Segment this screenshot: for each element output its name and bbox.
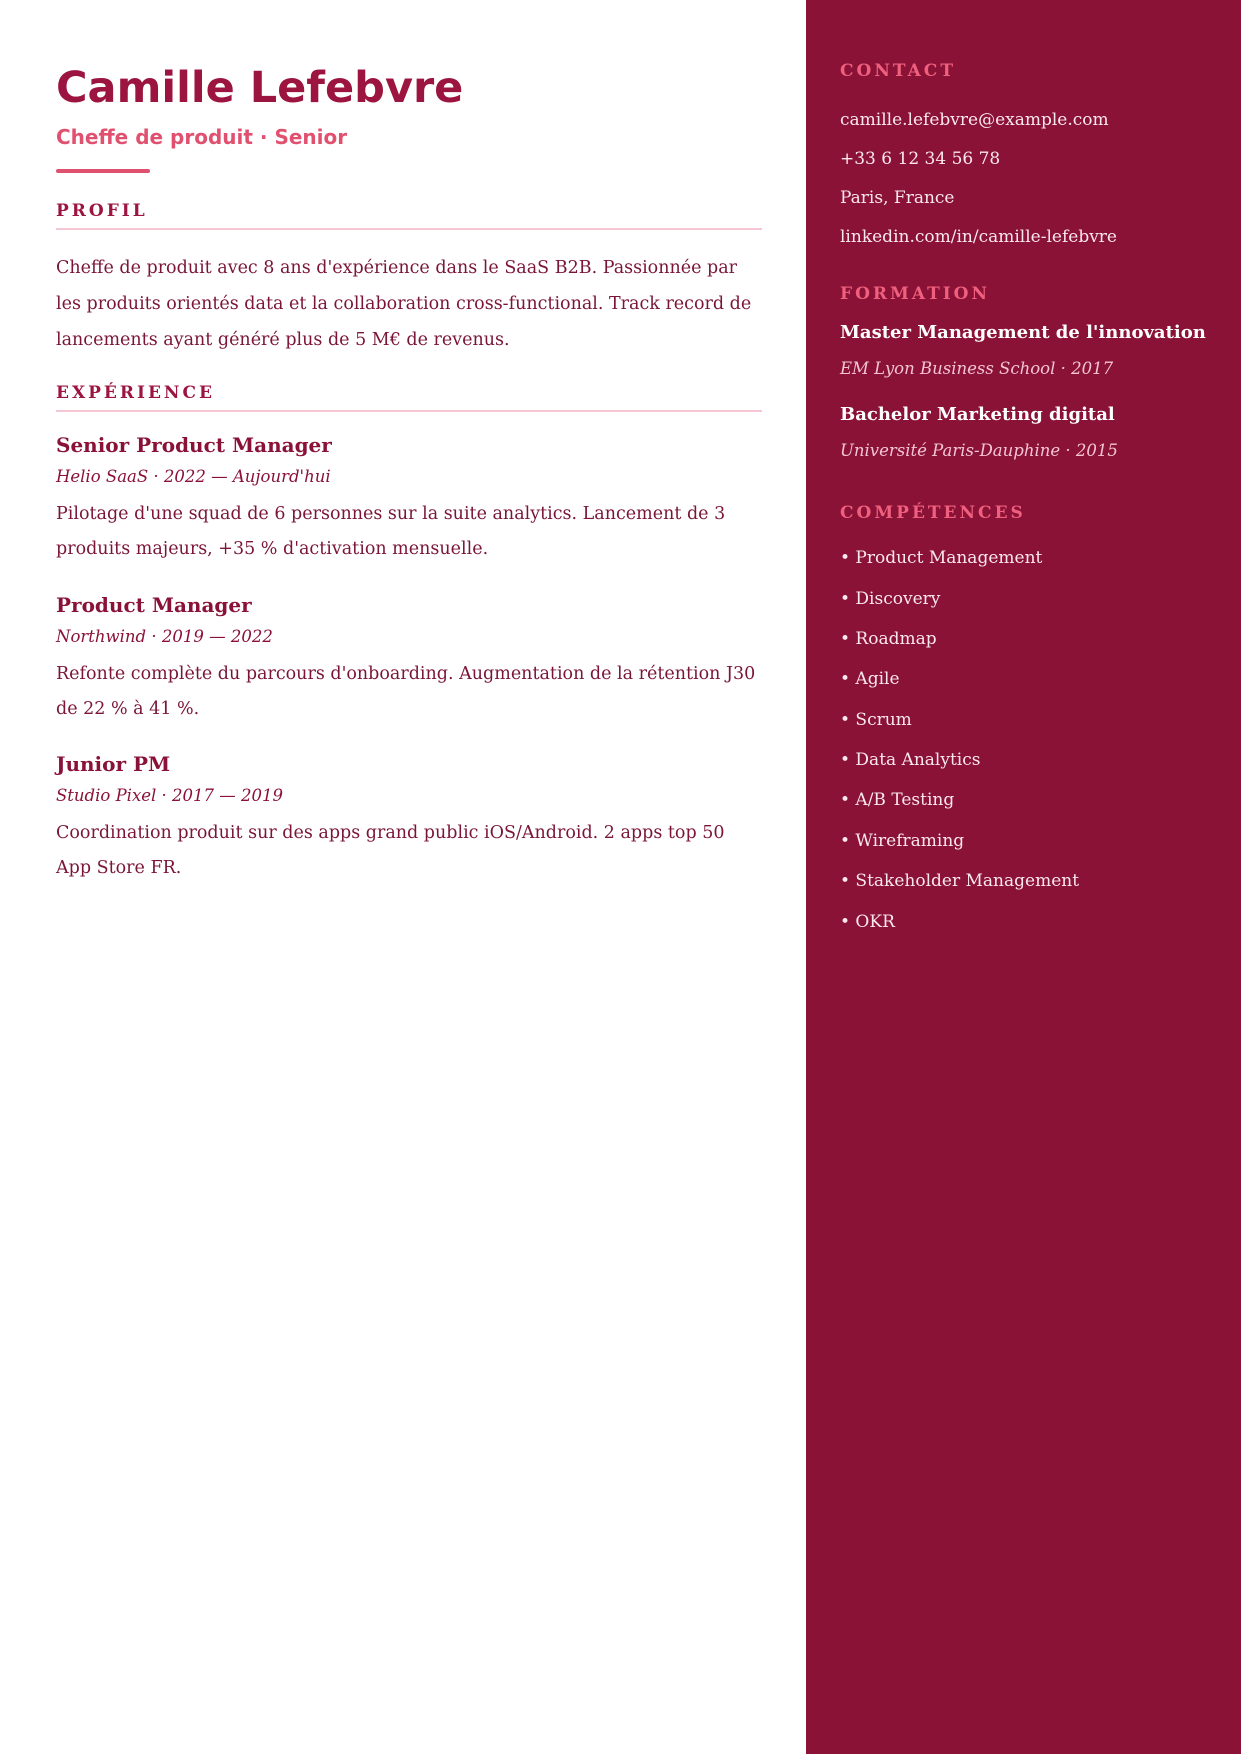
skill-item: • Discovery (840, 589, 941, 609)
contact-location: Paris, France (840, 188, 955, 208)
education-degree: Master Management de l'innovation (840, 322, 1206, 343)
job-description: Coordination produit sur des apps grand public iOS/Android. 2 apps top 50 App Store FR. (56, 823, 725, 878)
contact-linkedin[interactable]: linkedin.com/in/camille-lefebvre (840, 227, 1117, 247)
education-degree: Bachelor Marketing digital (840, 404, 1115, 425)
profile-text: Cheffe de produit avec 8 ans d'expérience dans le SaaS B2B. Passionnée par les produits orientés data et la collaboration cross-functional. Track record de lancements ayant généré plus de 5 M€ de revenus. (56, 258, 752, 350)
sidebar (806, 0, 1241, 1754)
skill-item: • Product Management (840, 548, 1043, 568)
skill-item: • Wireframing (840, 831, 965, 851)
profile-section-title: PROFIL (56, 201, 148, 221)
job-meta: Helio SaaS · 2022 — Aujourd'hui (56, 467, 331, 486)
skill-item: • Agile (840, 669, 900, 689)
skills-section-title: COMPÉTENCES (840, 503, 1026, 523)
job-meta: Studio Pixel · 2017 — 2019 (56, 786, 284, 805)
skill-item: • Roadmap (840, 629, 937, 649)
experience-divider (56, 410, 762, 412)
contact-section-title: CONTACT (840, 61, 956, 81)
job-title: Senior Product Manager (56, 433, 332, 457)
job-entry (56, 431, 762, 567)
education-section-title: FORMATION (840, 284, 991, 304)
job-description: Refonte complète du parcours d'onboarding. Augmentation de la rétention J30 de 22 % à 41 %. (56, 664, 756, 719)
contact-phone[interactable]: +33 6 12 34 56 78 (840, 149, 1001, 169)
job-description: Pilotage d'une squad de 6 personnes sur la suite analytics. Lancement de 3 produits majeurs, +35 % d'activation mensuelle. (56, 504, 726, 559)
profile-divider (56, 228, 762, 230)
skill-item: • Data Analytics (840, 750, 981, 770)
skill-item: • OKR (840, 912, 895, 932)
job-meta: Northwind · 2019 — 2022 (56, 627, 273, 646)
education-school: Université Paris-Dauphine · 2015 (840, 441, 1118, 460)
skill-item: • A/B Testing (840, 790, 955, 810)
education-school: EM Lyon Business School · 2017 (840, 359, 1114, 378)
candidate-role: Cheffe de produit · Senior (56, 125, 348, 149)
skill-item: • Scrum (840, 710, 912, 730)
accent-bar (56, 169, 150, 173)
job-title: Junior PM (56, 752, 171, 776)
job-title: Product Manager (56, 593, 252, 617)
job-entry (56, 591, 762, 727)
experience-section-title: EXPÉRIENCE (56, 383, 215, 403)
skill-item: • Stakeholder Management (840, 871, 1080, 891)
candidate-name: Camille Lefebvre (56, 63, 464, 113)
contact-email[interactable]: camille.lefebvre@example.com (840, 110, 1109, 130)
job-entry (56, 750, 762, 886)
